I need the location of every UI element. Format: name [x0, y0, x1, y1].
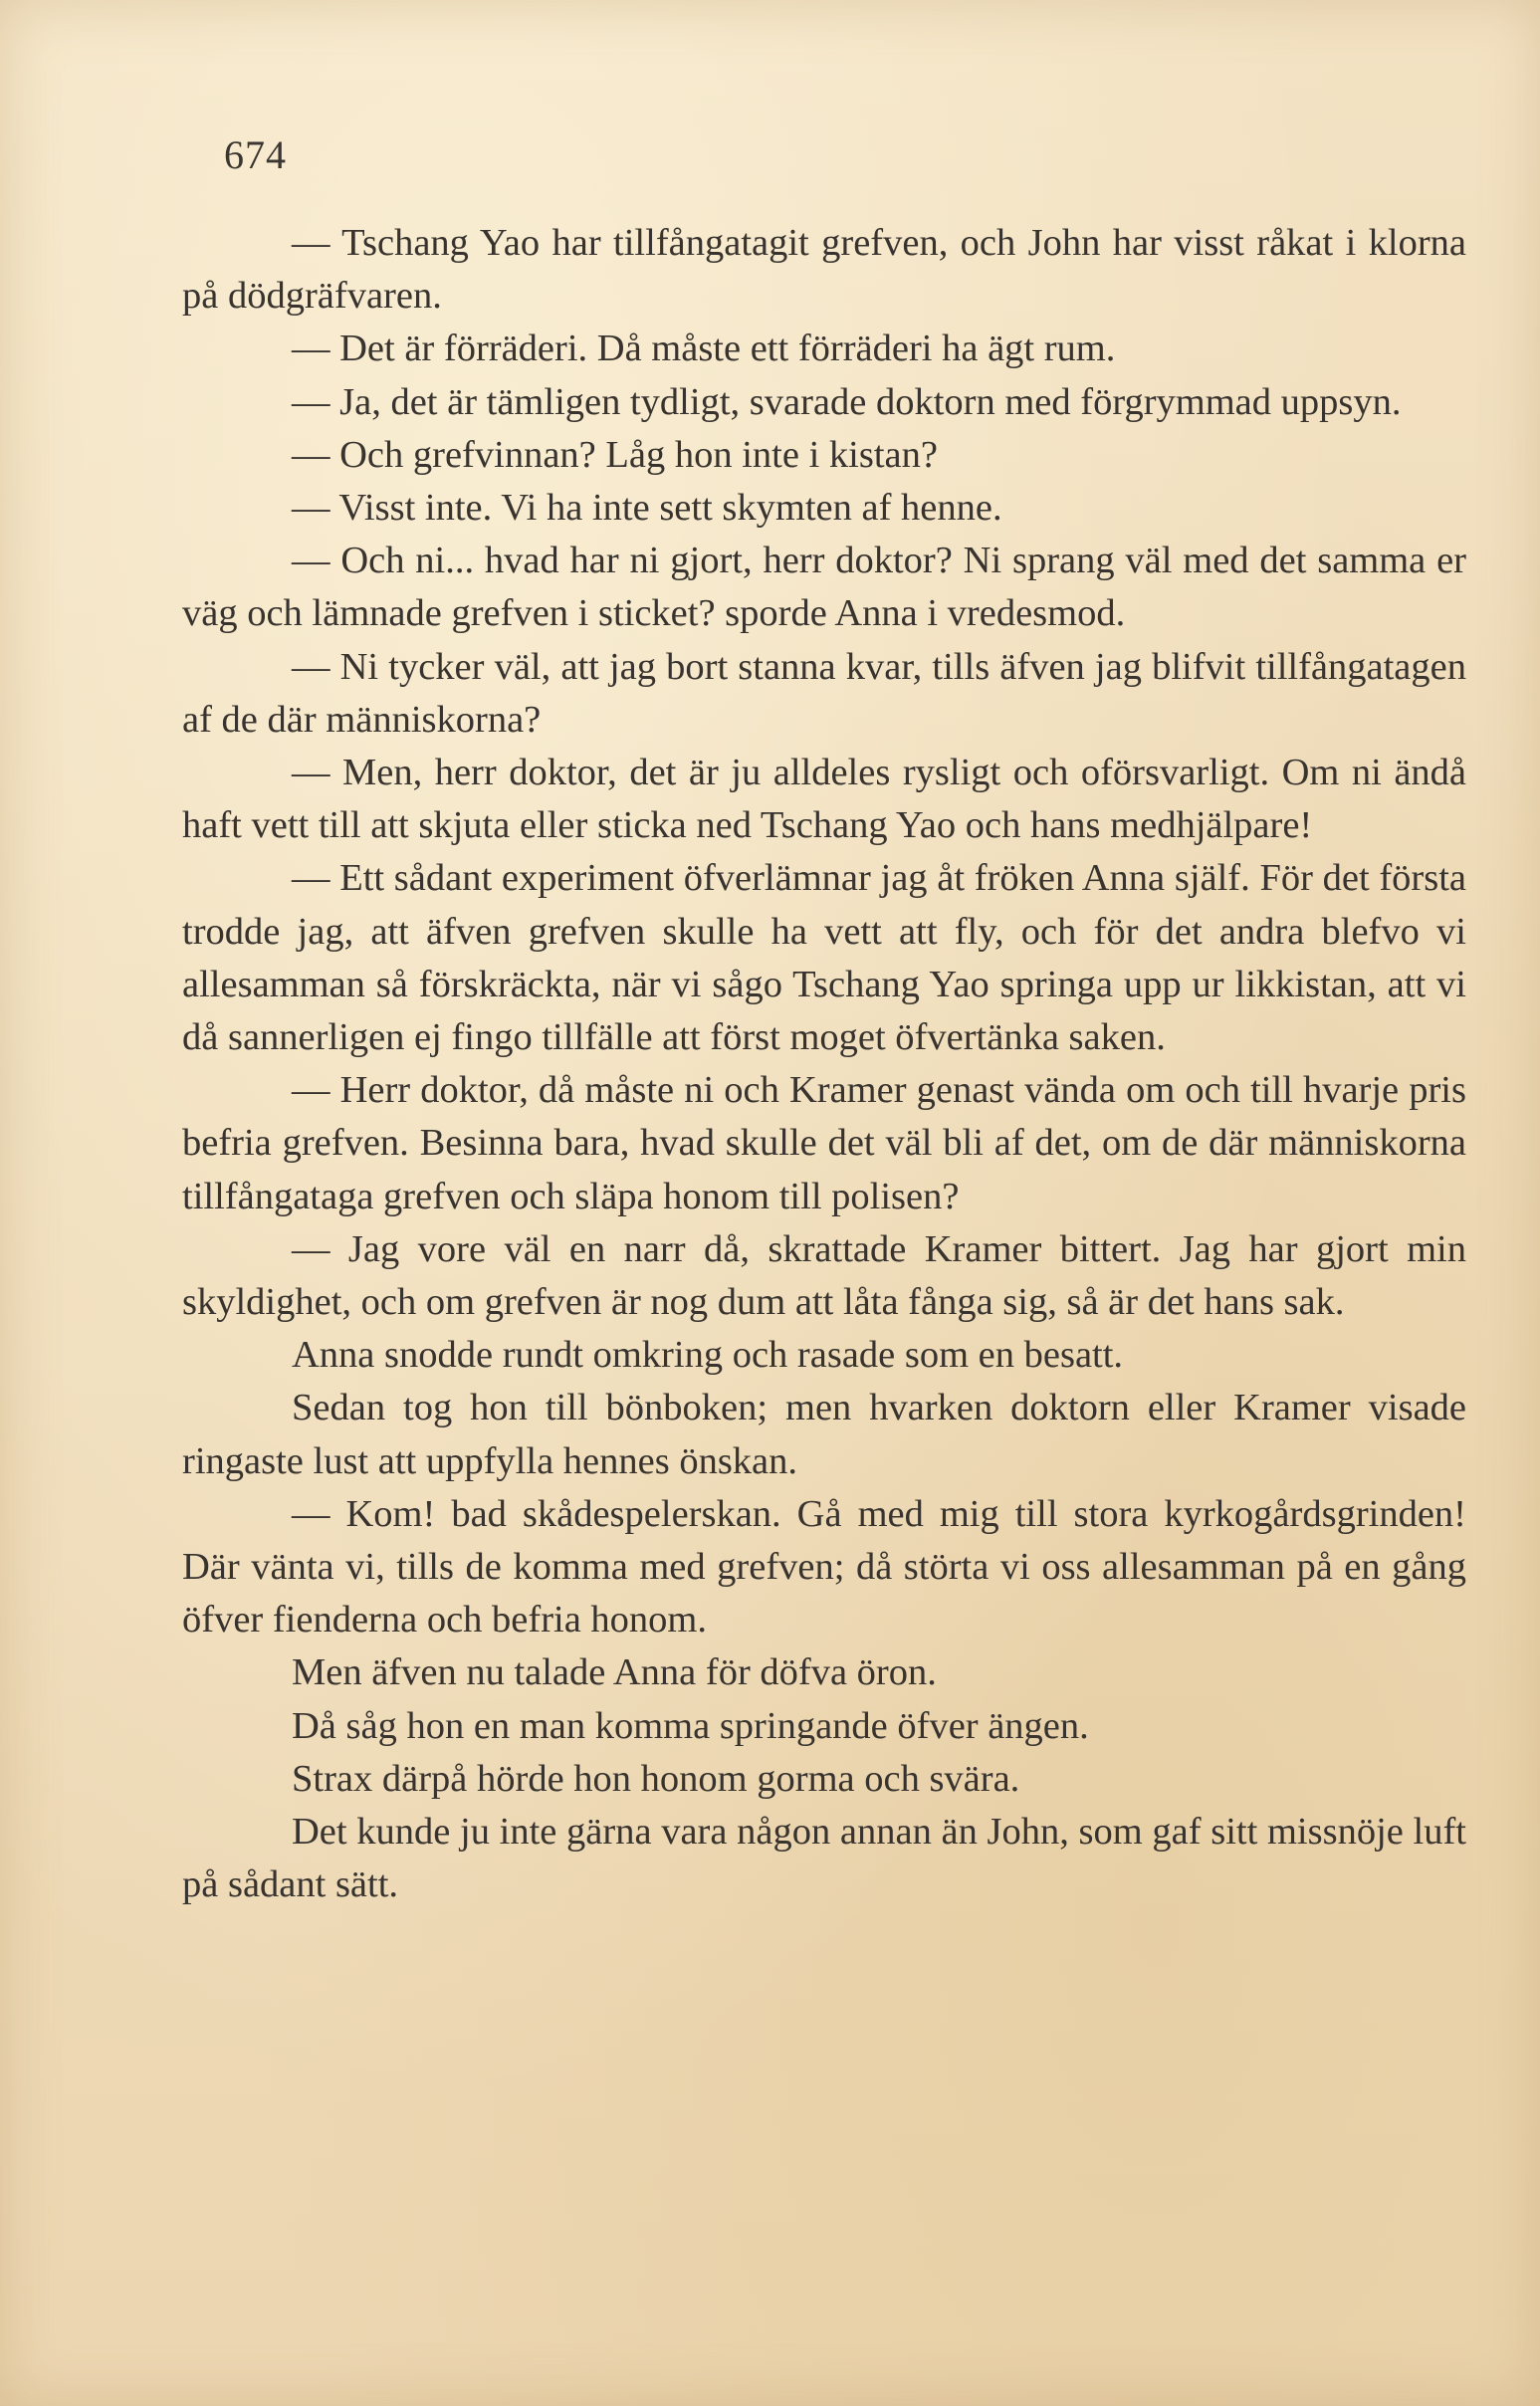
- paragraph: Då såg hon en man komma springande öfver ängen.: [292, 1704, 1089, 1747]
- paragraph: Anna snodde rundt omkring och rasade som en besatt.: [292, 1334, 1124, 1377]
- paragraph: Strax därpå hörde hon honom gorma och svära.: [292, 1757, 1020, 1800]
- paragraph: — Visst inte. Vi ha inte sett skymten af henne.: [292, 487, 1002, 530]
- paragraph: Sedan tog hon till bönboken; men hvarken doktorn eller Kramer visade ringaste lust att uppfylla hennes önskan.: [182, 1387, 1466, 1482]
- body-text: [182, 217, 1466, 1912]
- paragraph: — Kom! bad skådespelerskan. Gå med mig till stora kyrkogårdsgrinden! Där vänta vi, tills de komma med grefven; då störta vi oss allesamman på en gång öfver fienderna och befria honom.: [182, 1492, 1466, 1641]
- paragraph: — Och ni... hvad har ni gjort, herr doktor? Ni sprang väl med det samma er väg och lämnade grefven i sticket? sporde Anna i vredesmod.: [182, 540, 1466, 635]
- paragraph: — Tschang Yao har tillfångatagit grefven, och John har visst råkat i klorna på dödgräfvaren.: [182, 222, 1466, 318]
- paragraph: Det kunde ju inte gärna vara någon annan än John, som gaf sitt missnöje luft på sådant sätt.: [182, 1811, 1466, 1906]
- paragraph: — Herr doktor, då måste ni och Kramer genast vända om och till hvarje pris befria grefven. Besinna bara, hvad skulle det väl bli af det, om de där människorna tillfångataga grefven och släpa honom till polisen?: [182, 1069, 1466, 1217]
- page-number: 674: [224, 132, 287, 177]
- paragraph: — Ett sådant experiment öfverlämnar jag åt fröken Anna själf. För det första trodde jag, att äfven grefven skulle ha vett att fly, och för det andra blefvo vi allesamman så förskräckta, när vi sågo Tschang Yao springa upp ur likkistan, att vi då sannerligen ej fingo tillfälle att först moget öfvertänka saken.: [182, 857, 1466, 1059]
- paragraph: — Och grefvinnan? Låg hon inte i kistan?: [292, 433, 938, 476]
- paragraph: — Ni tycker väl, att jag bort stanna kvar, tills äfven jag blifvit tillfångatagen af de där människorna?: [182, 645, 1466, 741]
- paragraph: — Men, herr doktor, det är ju alldeles rysligt och oförsvarligt. Om ni ändå haft vett till att skjuta eller sticka ned Tschang Yao och hans medhjälpare!: [182, 752, 1466, 847]
- paragraph: — Det är förräderi. Då måste ett förräderi ha ägt rum.: [292, 328, 1116, 370]
- paragraph: — Jag vore väl en narr då, skrattade Kramer bittert. Jag har gjort min skyldighet, och om grefven är nog dum att låta fånga sig, så är det hans sak.: [182, 1227, 1466, 1324]
- paragraph: — Ja, det är tämligen tydligt, svarade doktorn med förgrymmad uppsyn.: [292, 380, 1402, 423]
- paragraph: Men äfven nu talade Anna för döfva öron.: [292, 1651, 937, 1694]
